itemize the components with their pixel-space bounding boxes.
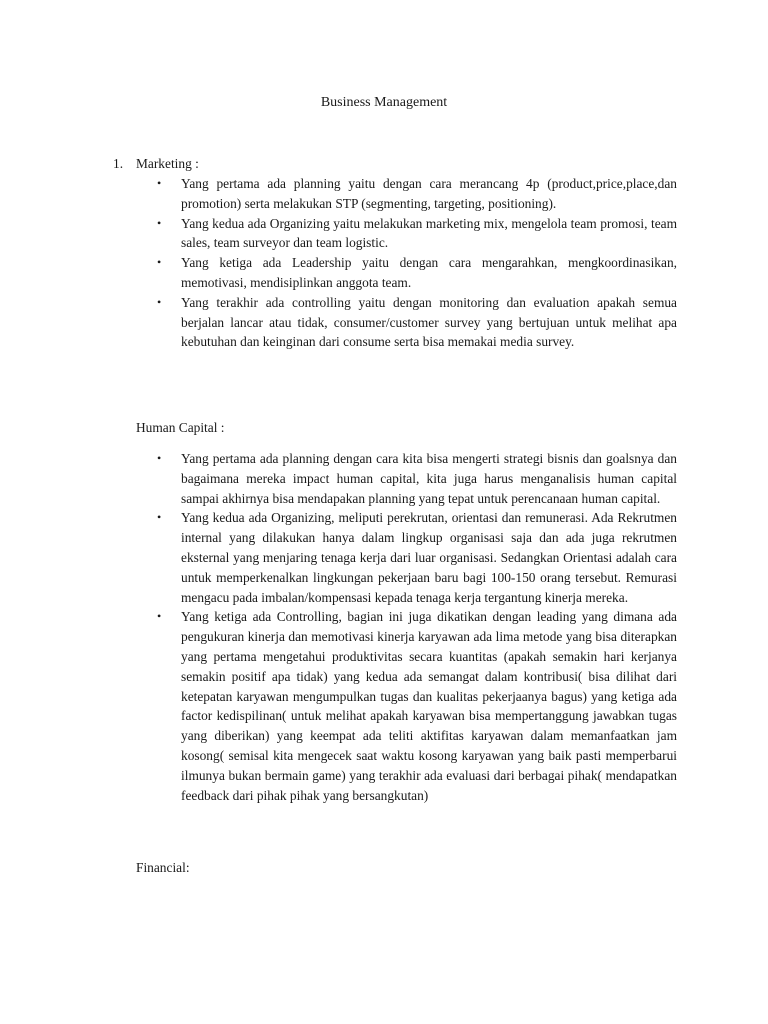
marketing-heading: Marketing : <box>136 156 199 171</box>
human-capital-heading: Human Capital : <box>136 420 225 435</box>
list-item <box>157 293 677 352</box>
marketing-list <box>157 174 677 352</box>
list-item <box>157 253 677 293</box>
bullet-icon: • <box>157 609 162 624</box>
list-item-text: Yang ketiga ada Controlling, bagian ini juga dikatikan dengan leading yang dimana ada pengukuran kinerja dan memotivasi kinerja karyawan ada lima metode yang bisa diterapkan yang pertama mengetahui produktivitas secara kuantitas (apakah semakin hari kerjanya semakin positif apa tidak) yang kedua ada semangat dalam kontribusi( bisa dilihat dari ketepatan karyawan mengumpulkan tugas dan kualitas pekerjaanya bagus) yang ketiga ada factor kedispilinan( untuk melihat apakah karyawan bisa mempertanggung jawabkan tugas yang diberikan) yang keempat ada teliti aktifitas karyawan dalam memanfaatkan jam kosong( semisal kita mengecek saat waktu kosong karyawan yang baik pasti memperbarui ilmunya bukan bermain game) yang terakhir ada evaluasi dari berbagai pihak( mendapatkan feedback dari pihak pihak yang bersangkutan) <box>181 609 677 803</box>
list-item <box>157 607 677 805</box>
marketing-number: 1. <box>113 156 124 171</box>
list-item-text: Yang terakhir ada controlling yaitu dengan monitoring dan evaluation apakah semua berjalan lancar atau tidak, consumer/customer survey yang bertujuan untuk melihat apa kebutuhan dan keinginan dari consume serta bisa memakai media survey. <box>181 294 677 350</box>
bullet-icon: • <box>157 294 162 309</box>
list-item <box>157 174 677 214</box>
bullet-icon: • <box>157 510 162 525</box>
list-item-text: Yang kedua ada Organizing, meliputi perekrutan, orientasi dan remunerasi. Ada Rekrutmen internal yang dilakukan hanya dalam lingkup organisasi saja dan ada juga rekrutmen eksternal yang menjaring tenaga kerja dari luar organisasi. Sedangkan Orientasi adalah cara untuk memperkenalkan lingkungan pekerjaan baru bagi 100-150 orang tersebut. Remurasi mengacu pada imbalan/kompensasi kepada tenaga kerja tergantung kinerja mereka. <box>181 510 677 605</box>
list-item-text: Yang pertama ada planning dengan cara kita bisa mengerti strategi bisnis dan goalsnya dan bagaimana mereka impact human capital, kita juga harus menganalisis human capital sampai akhirnya bisa mendapakan planning yang tepat untuk perencanaan human capital. <box>181 451 677 506</box>
list-item <box>157 508 677 607</box>
list-item-text: Yang pertama ada planning yaitu dengan cara merancang 4p (product,price,place,dan promotion) serta melakukan STP (segmenting, targeting, positioning). <box>181 176 677 211</box>
list-item-text: Yang kedua ada Organizing yaitu melakukan marketing mix, mengelola team promosi, team sales, team surveyor dan team logistic. <box>181 215 677 251</box>
list-item <box>157 449 677 508</box>
bullet-icon: • <box>157 215 162 230</box>
bullet-icon: • <box>157 255 162 270</box>
financial-heading: Financial: <box>136 860 190 875</box>
bullet-icon: • <box>157 451 162 465</box>
bullet-icon: • <box>157 176 162 190</box>
document-title: Business Management <box>320 95 448 110</box>
human-capital-list <box>157 449 677 805</box>
list-item-text: Yang ketiga ada Leadership yaitu dengan cara mengarahkan, mengkoordinasikan, memotivasi, mendisiplinkan anggota team. <box>181 255 677 290</box>
list-item <box>157 214 677 254</box>
